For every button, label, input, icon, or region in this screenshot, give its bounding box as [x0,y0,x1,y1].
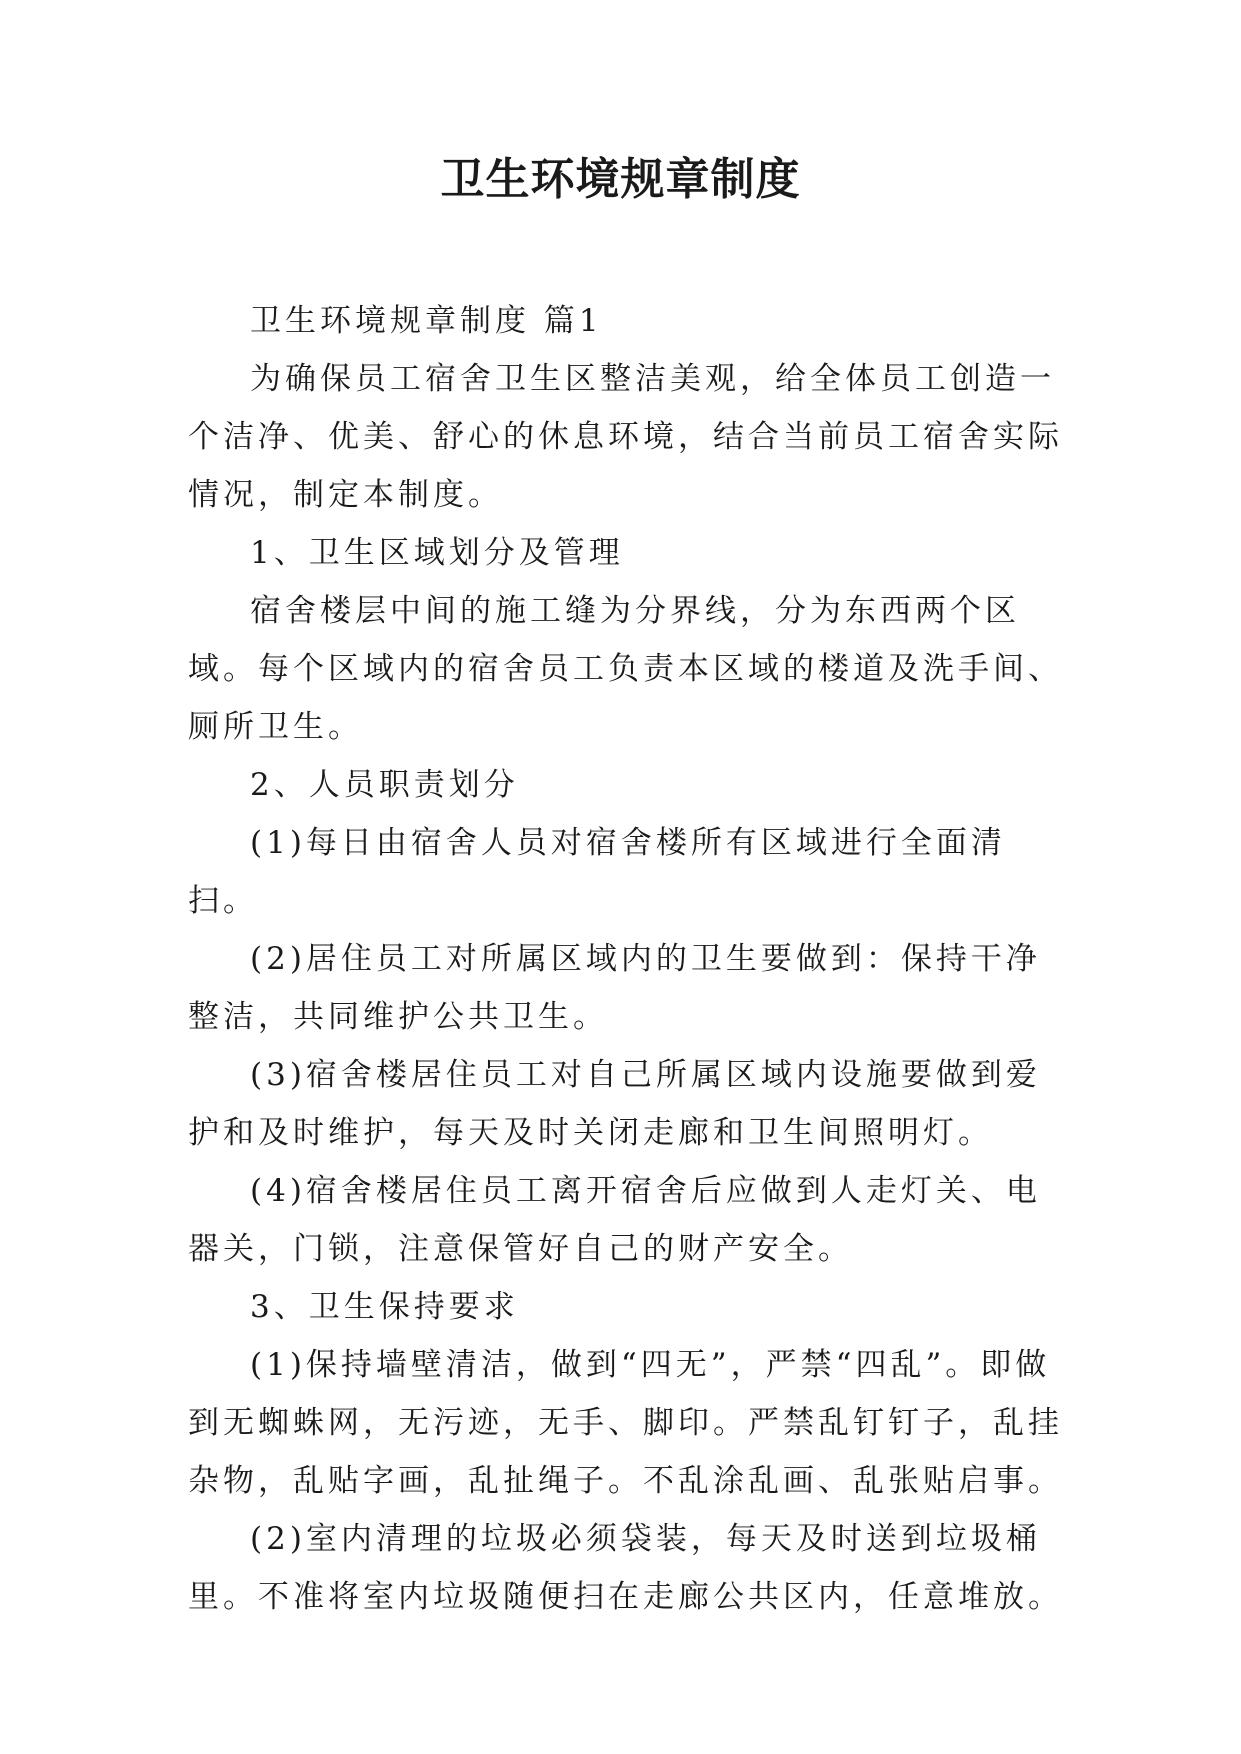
list-item: (2)室内清理的垃圾必须袋装，每天及时送到垃圾桶里。不准将室内垃圾随便扫在走廊公共区内，任意堆放。 [188,1521,1063,1615]
list-item: (1)保持墙壁清洁，做到“四无”，严禁“四乱”。即做到无蜘蛛网，无污迹，无手、脚印。严禁乱钉钉子，乱挂杂物，乱贴字画，乱扯绳子。不乱涂乱画、乱张贴启事。 [188,1347,1063,1499]
body-paragraph: 宿舍楼层中间的施工缝为分界线，分为东西两个区域。每个区域内的宿舍员工负责本区域的楼道及洗手间、厕所卫生。 [188,593,1063,745]
list-item: (4)宿舍楼居住员工离开宿舍后应做到人走灯关、电器关，门锁，注意保管好自己的财产安全。 [188,1173,1041,1267]
list-item: (1)每日由宿舍人员对宿舍楼所有区域进行全面清扫。 [188,825,1006,919]
section-heading: 3、卫生保持要求 [250,1289,519,1325]
document-body [188,292,1063,1626]
section-heading: 2、人员职责划分 [250,767,519,803]
intro-paragraph: 为确保员工宿舍卫生区整洁美观，给全体员工创造一个洁净、优美、舒心的休息环境，结合当前员工宿舍实际情况，制定本制度。 [188,361,1063,513]
document-title: 卫生环境规章制度 [440,154,801,205]
list-item: (3)宿舍楼居住员工对自己所属区域内设施要做到爱护和及时维护，每天及时关闭走廊和卫生间照明灯。 [188,1057,1041,1151]
section-heading: 1、卫生区域划分及管理 [250,535,624,571]
section-heading: 卫生环境规章制度 篇1 [250,303,603,339]
list-item: (2)居住员工对所属区域内的卫生要做到：保持干净整洁，共同维护公共卫生。 [188,941,1041,1035]
